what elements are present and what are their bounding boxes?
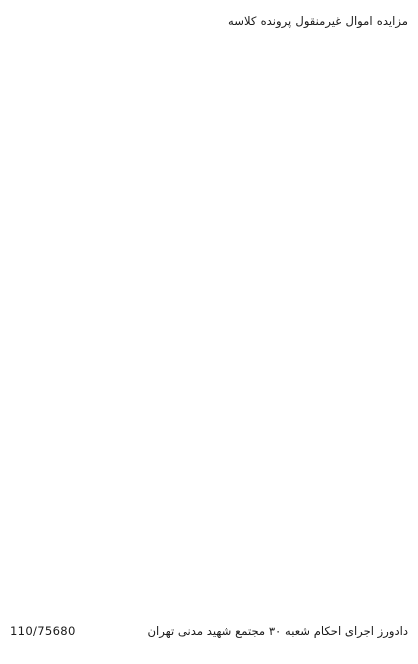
- notice-opening: مزایده اموال غیرمنقول پرونده کلاسه: [228, 14, 408, 28]
- issuing-officer: دادورز اجرای احکام شعبه ۳۰ مجتمع شهید مدنی تهران: [147, 624, 408, 638]
- notice-body: [10, 12, 408, 612]
- reference-number: 110/75680: [10, 624, 76, 638]
- notice-footer: [10, 622, 408, 640]
